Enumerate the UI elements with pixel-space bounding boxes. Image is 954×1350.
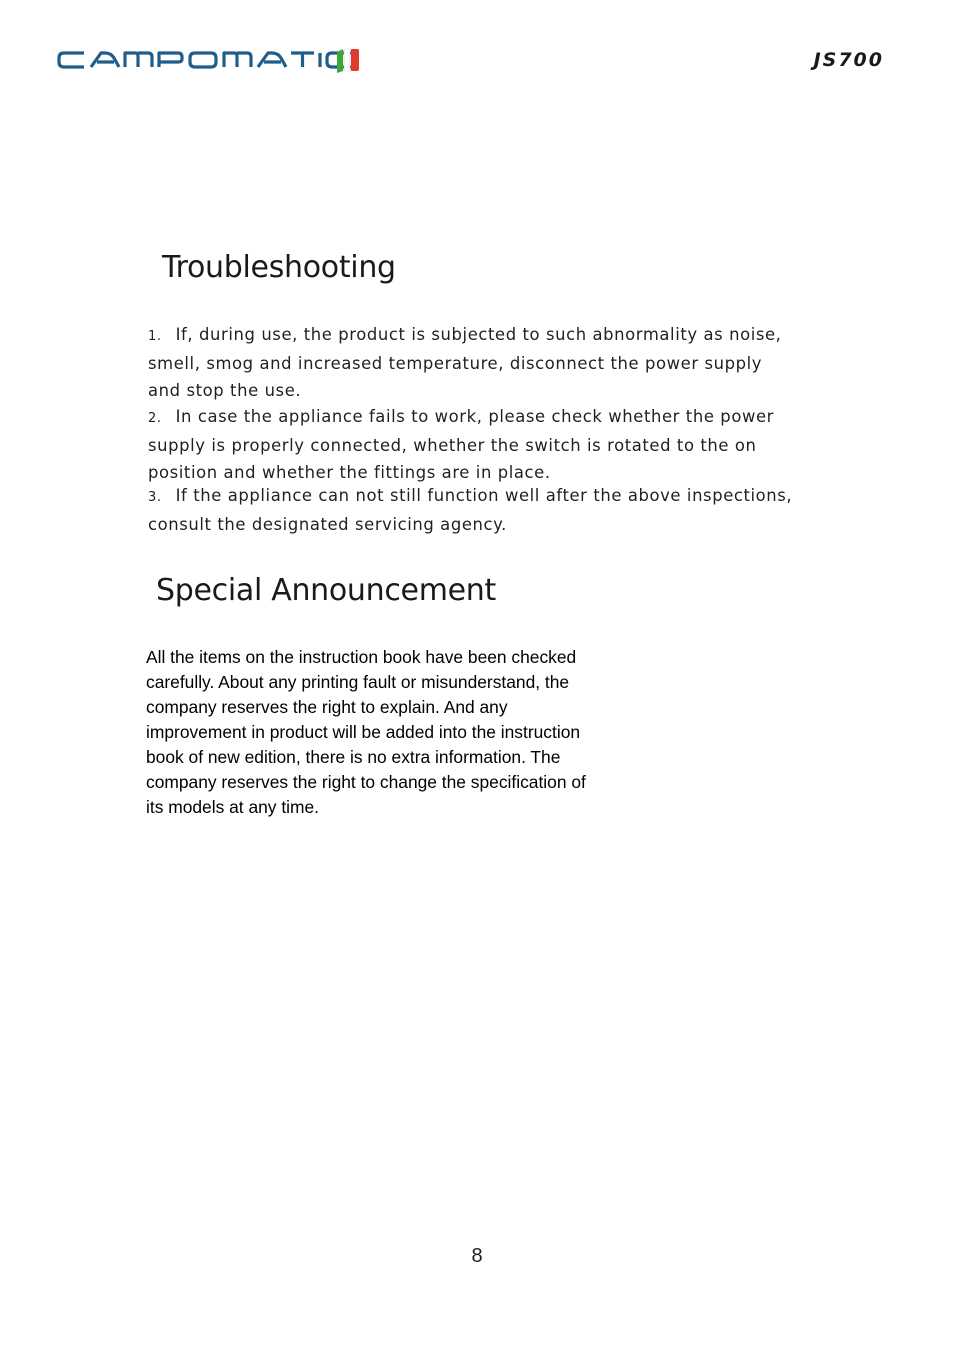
item-number: 2. [148,411,162,426]
item-number: 3. [148,490,162,505]
item-line: consult the designated servicing agency. [148,515,507,534]
item-line: smell, smog and increased temperature, disconnect the power supply [148,354,763,373]
item-line: In case the appliance fails to work, please check whether the power [175,407,774,426]
item-number: 1. [148,329,162,344]
item-line: If, during use, the product is subjected to such abnormality as noise, [175,325,782,344]
item-line: supply is properly connected, whether the switch is rotated to the on [148,436,757,455]
announcement-line: carefully. About any printing fault or misunderstand, the [146,672,570,692]
model-number: JS700 [813,49,884,71]
item-line: If the appliance can not still function well after the above inspections, [175,486,793,505]
item-line: and stop the use. [148,381,302,400]
announcement-line: company reserves the right to explain. And any [146,697,508,717]
announcement-title: Special Announcement [156,573,496,608]
troubleshooting-item [148,321,808,404]
troubleshooting-item [148,403,808,486]
page-header [0,0,954,100]
announcement-line: All the items on the instruction book have been checked [146,647,577,667]
italian-flag-icon [337,49,359,73]
troubleshooting-list [148,321,808,538]
announcement-line: company reserves the right to change the specification of [146,772,586,792]
announcement-line: book of new edition, there is no extra information. The [146,747,561,767]
page-number: 8 [471,1245,483,1267]
announcement-line: its models at any time. [146,797,320,817]
announcement-body [146,645,636,820]
campomatic-logo [56,46,366,74]
announcement-line: improvement in product will be added into the instruction [146,722,581,742]
item-line: position and whether the fittings are in place. [148,463,551,482]
troubleshooting-item [148,482,808,538]
troubleshooting-title: Troubleshooting [162,250,396,285]
